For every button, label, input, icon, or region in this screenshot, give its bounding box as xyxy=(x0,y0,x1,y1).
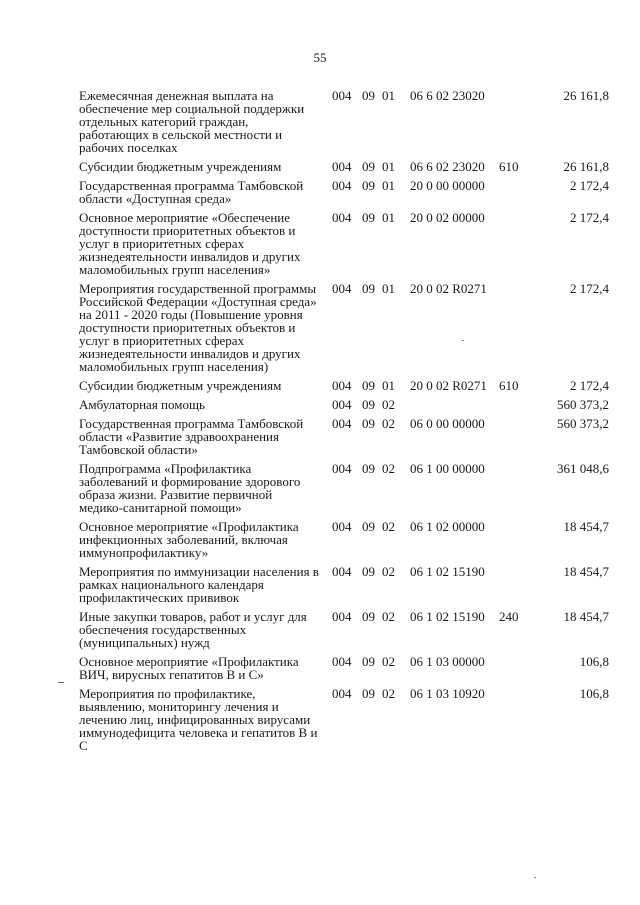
scan-speck xyxy=(462,340,464,341)
amount: 18 454,7 xyxy=(563,564,609,579)
subsection-code: 02 xyxy=(382,564,395,579)
amount: 2 172,4 xyxy=(570,210,609,225)
table-row xyxy=(0,282,640,373)
page-number: 55 xyxy=(313,50,327,65)
section-code: 09 xyxy=(362,159,375,174)
subsection-code: 02 xyxy=(382,609,395,624)
target-article-code: 06 1 03 00000 xyxy=(410,654,485,669)
expense-type-code: 610 xyxy=(499,378,519,393)
target-article-code: 06 1 00 00000 xyxy=(410,461,485,476)
section-code: 09 xyxy=(362,461,375,476)
subsection-code: 01 xyxy=(382,88,395,103)
row-name: Мероприятия по профилактике, выявлению, мониторингу лечения и лечению лиц, инфицированных вирусами иммунодефицита человека и гепатитов B и C xyxy=(79,686,318,753)
ministry-code: 004 xyxy=(332,88,352,103)
row-name: Государственная программа Тамбовской области «Развитие здравоохранения Тамбовской области» xyxy=(79,416,304,457)
ministry-code: 004 xyxy=(332,519,352,534)
subsection-code: 02 xyxy=(382,686,395,701)
table-row xyxy=(0,687,640,752)
target-article-code: 06 1 02 15190 xyxy=(410,564,485,579)
row-name: Субсидии бюджетным учреждениям xyxy=(79,378,282,393)
amount: 18 454,7 xyxy=(563,609,609,624)
ministry-code: 004 xyxy=(332,178,352,193)
budget-table xyxy=(0,89,640,752)
row-name: Основное мероприятие «Обеспечение доступности приоритетных объектов и услуг в приоритетных сферах жизнедеятельности инвалидов и других маломобильных групп населения» xyxy=(79,210,301,277)
ministry-code: 004 xyxy=(332,416,352,431)
target-article-code: 06 1 02 00000 xyxy=(410,519,485,534)
section-code: 09 xyxy=(362,210,375,225)
row-name: Субсидии бюджетным учреждениям xyxy=(79,159,282,174)
amount: 560 373,2 xyxy=(557,397,609,412)
section-code: 09 xyxy=(362,654,375,669)
row-name: Мероприятия государственной программы Российской Федерации «Доступная среда» на 2011 - 2020 годы (Повышение уровня доступности приоритетных объектов и услуг в приоритетных сферах жизнедеятельности инвалидов и других маломобильных групп населения) xyxy=(79,281,317,374)
row-name: Основное мероприятие «Профилактика ВИЧ, вирусных гепатитов B и C» xyxy=(79,654,299,682)
target-article-code: 06 6 02 23020 xyxy=(410,88,485,103)
ministry-code: 004 xyxy=(332,564,352,579)
amount: 361 048,6 xyxy=(557,461,609,476)
target-article-code: 06 6 02 23020 xyxy=(410,159,485,174)
ministry-code: 004 xyxy=(332,654,352,669)
ministry-code: 004 xyxy=(332,461,352,476)
row-name: Мероприятия по иммунизации населения в рамках национального календаря профилактических прививок xyxy=(79,564,319,605)
amount: 26 161,8 xyxy=(563,159,609,174)
target-article-code: 06 1 02 15190 xyxy=(410,609,485,624)
table-row xyxy=(0,610,640,649)
ministry-code: 004 xyxy=(332,378,352,393)
ministry-code: 004 xyxy=(332,397,352,412)
subsection-code: 01 xyxy=(382,378,395,393)
expense-type-code: 610 xyxy=(499,159,519,174)
amount: 106,8 xyxy=(579,686,609,701)
row-name: Подпрограмма «Профилактика заболеваний и формирование здорового образа жизни. Развитие первичной медико-санитарной помощи» xyxy=(79,461,301,515)
section-code: 09 xyxy=(362,378,375,393)
table-row xyxy=(0,655,640,681)
ministry-code: 004 xyxy=(332,609,352,624)
section-code: 09 xyxy=(362,519,375,534)
table-row xyxy=(0,520,640,559)
expense-type-code: 240 xyxy=(499,609,519,624)
amount: 2 172,4 xyxy=(570,281,609,296)
table-row xyxy=(0,379,640,392)
table-row xyxy=(0,211,640,276)
section-code: 09 xyxy=(362,609,375,624)
table-row xyxy=(0,160,640,173)
target-article-code: 20 0 02 00000 xyxy=(410,210,485,225)
section-code: 09 xyxy=(362,88,375,103)
target-article-code: 20 0 00 00000 xyxy=(410,178,485,193)
ministry-code: 004 xyxy=(332,159,352,174)
section-code: 09 xyxy=(362,416,375,431)
table-row xyxy=(0,89,640,154)
section-code: 09 xyxy=(362,178,375,193)
section-code: 09 xyxy=(362,397,375,412)
row-name: Государственная программа Тамбовской области «Доступная среда» xyxy=(79,178,304,206)
row-name: Амбулаторная помощь xyxy=(79,397,205,412)
scan-speck xyxy=(534,877,536,878)
table-row xyxy=(0,417,640,456)
target-article-code: 20 0 02 R0271 xyxy=(410,281,487,296)
ministry-code: 004 xyxy=(332,686,352,701)
table-row xyxy=(0,565,640,604)
subsection-code: 02 xyxy=(382,654,395,669)
row-name: Основное мероприятие «Профилактика инфекционных заболеваний, включая иммунопрофилактику» xyxy=(79,519,299,560)
subsection-code: 02 xyxy=(382,416,395,431)
target-article-code: 06 0 00 00000 xyxy=(410,416,485,431)
subsection-code: 02 xyxy=(382,397,395,412)
amount: 2 172,4 xyxy=(570,378,609,393)
row-name: Иные закупки товаров, работ и услуг для обеспечения государственных (муниципальных) нужд xyxy=(79,609,307,650)
row-name: Ежемесячная денежная выплата на обеспечение мер социальной поддержки отдельных категорий граждан, работающих в сельской местности и рабочих поселках xyxy=(79,88,305,155)
subsection-code: 01 xyxy=(382,159,395,174)
subsection-code: 02 xyxy=(382,461,395,476)
amount: 106,8 xyxy=(579,654,609,669)
ministry-code: 004 xyxy=(332,210,352,225)
amount: 560 373,2 xyxy=(557,416,609,431)
table-row xyxy=(0,462,640,514)
subsection-code: 02 xyxy=(382,519,395,534)
section-code: 09 xyxy=(362,686,375,701)
amount: 18 454,7 xyxy=(563,519,609,534)
subsection-code: 01 xyxy=(382,281,395,296)
target-article-code: 20 0 02 R0271 xyxy=(410,378,487,393)
table-row xyxy=(0,179,640,205)
amount: 26 161,8 xyxy=(563,88,609,103)
table-row xyxy=(0,398,640,411)
target-article-code: 06 1 03 10920 xyxy=(410,686,485,701)
amount: 2 172,4 xyxy=(570,178,609,193)
subsection-code: 01 xyxy=(382,178,395,193)
section-code: 09 xyxy=(362,281,375,296)
section-code: 09 xyxy=(362,564,375,579)
margin-mark xyxy=(58,682,64,683)
subsection-code: 01 xyxy=(382,210,395,225)
ministry-code: 004 xyxy=(332,281,352,296)
